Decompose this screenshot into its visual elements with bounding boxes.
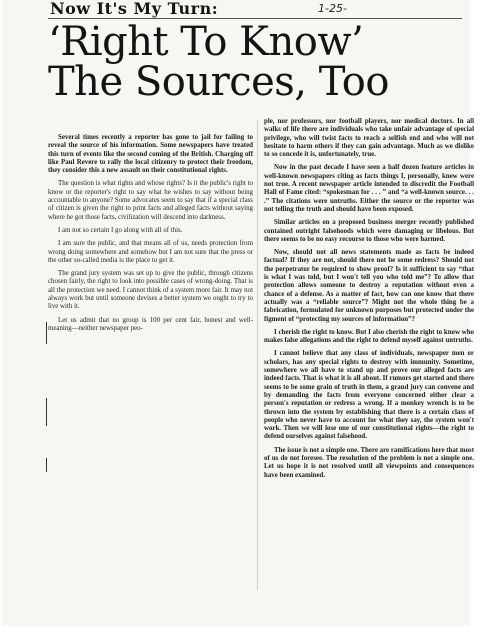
headline-line-1: ‘Right To Know’ [48, 19, 364, 65]
margin-mark [46, 322, 47, 344]
headline [48, 19, 468, 105]
paragraph: I am not so certain I go along with all of this. [58, 226, 183, 234]
paragraph: I am sure the public, and that means all of us, needs protection from wrong doing somewhere and somehow but I am not sure that the press or the other so-called media is the place to get it. [48, 240, 253, 264]
paragraph: Several times recently a reporter has gone to jail for failing to reveal the source of his information. Some newspapers have treated this turn of events like the second coming of the British. Charging off like Paul Revere to rally the local citizenry to protect their freedom, they consider this a new assault on their constitutional rights. [48, 134, 253, 175]
paragraph: I cherish the right to know. But I also cherish the right to know who makes false allegations and the right to defend myself against untruths. [264, 328, 474, 345]
handwritten-date: 1-25- [318, 2, 347, 15]
paragraph: Let us admit that no group is 100 per cent fair, honest and well-meaning—neither newspaper peo- [48, 316, 253, 332]
paragraph: I cannot believe that any class of individuals, newspaper men or scholars, has any special rights to destroy with immunity. Sometime, somewhere we all have to stand up and prove our alleged facts are indeed facts. That is what it is all about. If rumors get started and there seems to be some grain of truth in them, a grand jury can convene and by demanding the facts from everyone concerned either clear a person's reputation or redress a wrong. If a monkey wrench is to be thrown into the system by establishing that there is a certain class of people who never have to account for what they say, the system won't work. Then we will lose one of our constitutional rights—the right to defend ourselves against falsehood. [264, 350, 474, 441]
article-column-left [48, 134, 253, 338]
margin-mark [46, 458, 47, 472]
paragraph: The question is what rights and whose rights? Is it the public's right to know or the reporter's right to say what he wishes to say without being accountable to anyone? Some advocates seem to say that if a special class of citizen is given the right to print facts and alleged facts without saying where he got those facts, civilization will descend into darkness. [48, 180, 253, 221]
paragraph: Now in the past decade I have seen a half dozen feature articles in well-known newspapers citing as facts things I, personally, knew were not true. A recent newspaper article intended to discredit the Football Hall of Fame cited: “spokesman for . . . ” and “a well-known source. . . .” The citations were untruths. Either the source or the reporter was not telling the truth and should have been exposed. [264, 164, 474, 213]
paragraph: ple, nor professors, nor football players, nor medical doctors. In all walks of life there are individuals who take unfair advantage of special privilege, who will twist facts to reach a selfish end and who will not hesitate to harm others if they can gain advantage. Much as we dislike to so concede it is, unfortunately, true. [264, 118, 474, 159]
headline-line-2: The Sources, Too [48, 59, 389, 105]
paragraph: The issue is not a simple one. There are ramifications here that most of us do not foresee. The resolution of the problem is not a simple one. Let us hope it is not resolved until all viewpoints and consequences have been examined. [264, 446, 474, 479]
column-divider [257, 120, 258, 590]
margin-mark [46, 398, 47, 426]
paragraph: Similar articles on a proposed business merger recently published contained outright falsehoods which were damaging or libelous. But there seems to be no easy recourse to those who were harmed. [264, 219, 474, 243]
paragraph: The grand jury system was set up to give the public, through citizens chosen fairly, the right to look into possible cases of wrong-doing. That is all the protection we need. I cannot think of a system more fair. It may not always work but until someone devises a better system we ought to try to live with it. [48, 270, 253, 311]
newspaper-clipping [2, 0, 474, 626]
paragraph: Now, should not all news statements made as facts be indeed factual? If they are not, should there not be some redress? Should not the perpetrator be required to show proof? Is it sufficient to say “that is what I was told, but I won't tell you who told me”? To allow that protection allows someone to destroy a reputation without even a chance of a defense. As a matter of fact, how can one know that there actually was a “reliable source”? Might not the whole thing be a fabrication, formulated for unknown purposes but protected under the figment of “protecting my sources of information”? [264, 249, 474, 323]
article-column-right [264, 118, 474, 485]
column-title: Now It's My Turn: [50, 0, 219, 18]
